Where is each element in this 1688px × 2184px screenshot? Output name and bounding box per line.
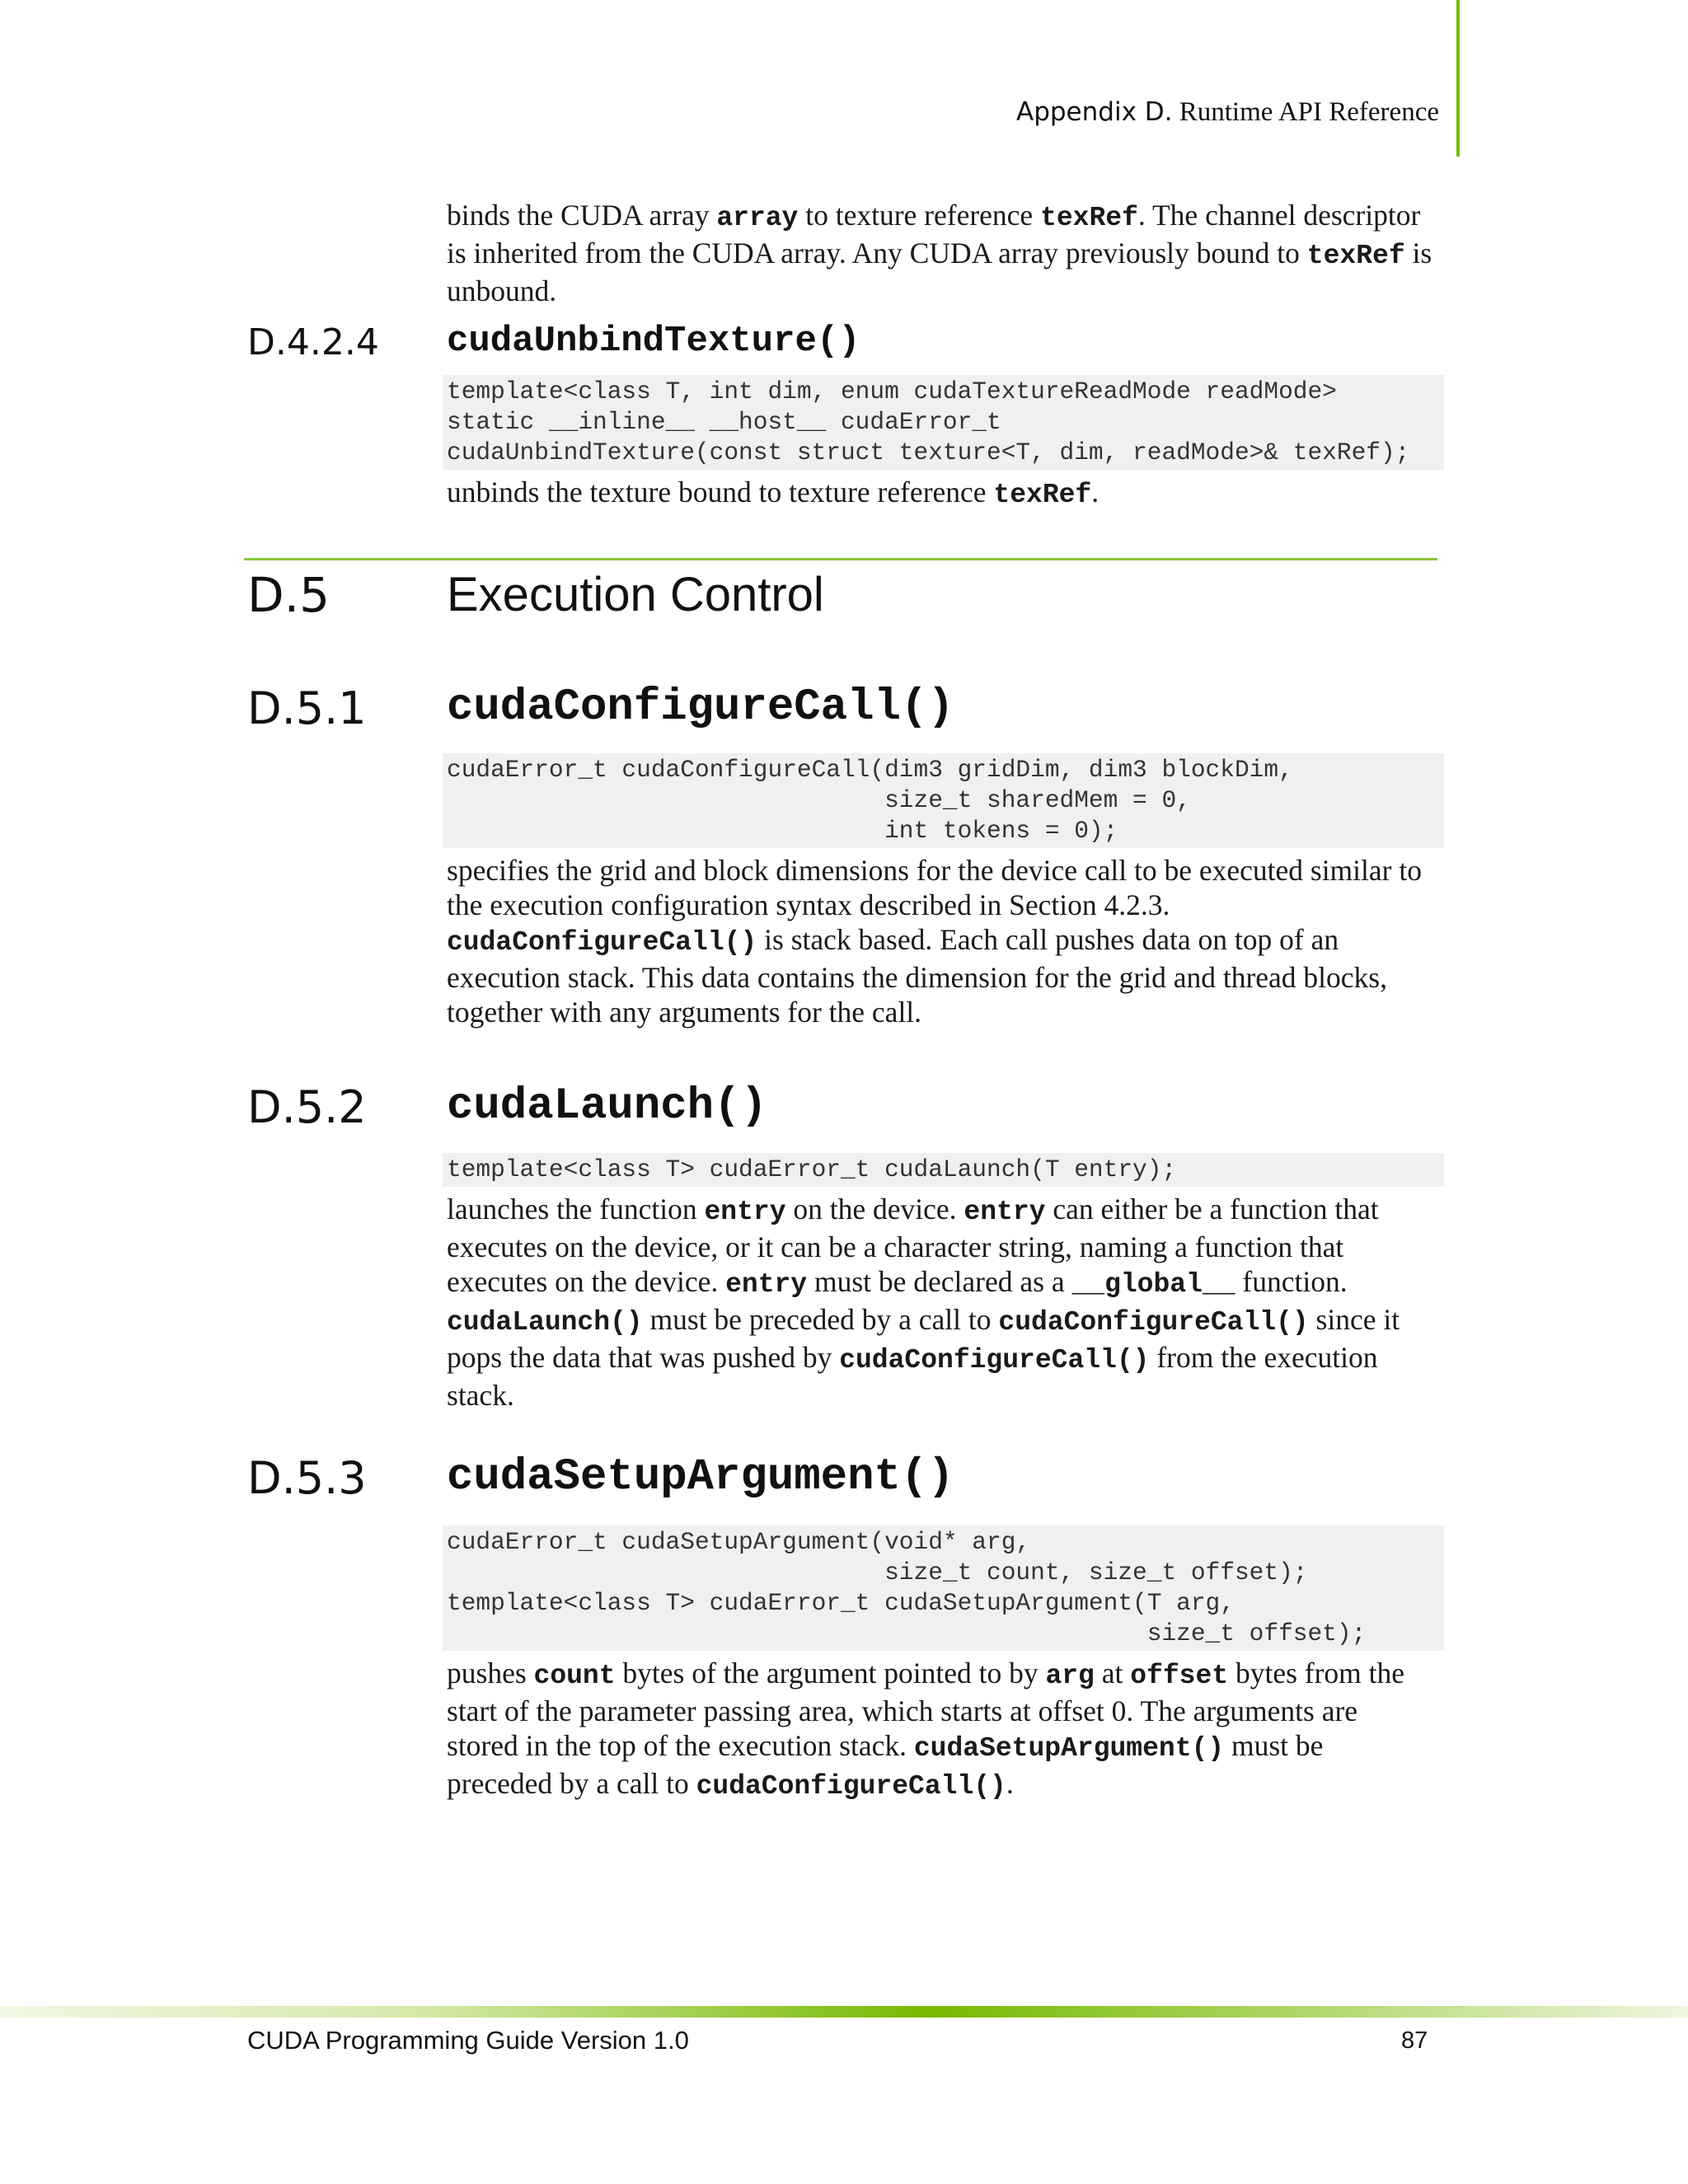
- section-divider: [244, 558, 1437, 560]
- code-block: cudaError_t cudaConfigureCall(dim3 gridDim, dim3 blockDim, size_t sharedMem = 0, int tokens = 0);: [443, 753, 1444, 848]
- code-term: entry: [964, 1197, 1046, 1227]
- code-term: offset: [1130, 1661, 1229, 1691]
- page-number: 87: [1401, 2027, 1428, 2054]
- code-term: texRef: [993, 480, 1092, 510]
- code-term: array: [716, 203, 799, 233]
- code-term: cudaConfigureCall(): [839, 1345, 1150, 1376]
- description-paragraph: [447, 853, 1436, 1029]
- intro-paragraph: [447, 198, 1436, 308]
- text: launches the function: [447, 1193, 705, 1226]
- text: binds the CUDA array: [447, 199, 717, 232]
- section-title: cudaConfigureCall(): [447, 682, 954, 733]
- code-term: cudaConfigureCall(): [998, 1307, 1309, 1338]
- section-number: D.5.1: [247, 682, 367, 734]
- section-title: cudaUnbindTexture(): [447, 321, 860, 362]
- code-term: cudaConfigureCall(): [696, 1771, 1006, 1802]
- text: is stack based. Each call pushes data on top of an execution stack. This data contains the dimension for the grid and thread blocks, together with any arguments for the call.: [447, 923, 1387, 1029]
- code-term: cudaConfigureCall(): [447, 927, 757, 958]
- code-term: entry: [704, 1197, 786, 1227]
- text: must be preceded by a call to: [642, 1303, 999, 1336]
- text: . The channel descriptor is inherited from the CUDA array. Any CUDA array previously bound to: [447, 199, 1421, 269]
- description-paragraph: [447, 475, 1436, 513]
- text: to texture reference: [798, 199, 1041, 232]
- description-paragraph: [447, 1192, 1436, 1413]
- code-term: texRef: [1306, 241, 1405, 271]
- text: can either be a function that executes on the device, or it can be a character string, naming a function that executes on the device.: [447, 1193, 1379, 1298]
- code-term: arg: [1045, 1661, 1095, 1691]
- text: must be declared as a: [807, 1265, 1072, 1298]
- text: since it pops the data that was pushed by: [447, 1303, 1400, 1374]
- text: function.: [1235, 1265, 1348, 1298]
- code-term: entry: [725, 1269, 808, 1300]
- text: .: [1091, 476, 1100, 509]
- code-term: count: [533, 1661, 616, 1691]
- text: bytes of the argument pointed to by: [615, 1657, 1046, 1690]
- code-block: template<class T, int dim, enum cudaTextureReadMode readMode> static __inline__ __host__ cudaError_t cudaUnbindTexture(const struct texture<T, dim, readMode>& texRef);: [443, 375, 1444, 470]
- footer-bar: [0, 2006, 1688, 2018]
- code-block: template<class T> cudaError_t cudaLaunch(T entry);: [443, 1153, 1444, 1187]
- text: unbinds the texture bound to texture reference: [447, 476, 994, 509]
- text: pushes: [447, 1657, 534, 1690]
- code-term: texRef: [1040, 203, 1138, 233]
- header-title: Runtime API Reference: [1179, 97, 1439, 127]
- code-term: __global__: [1071, 1269, 1236, 1300]
- text: specifies the grid and block dimensions for the device call to be executed similar to the execution configuration syntax described in Section 4.2.3.: [447, 854, 1422, 921]
- text: .: [1006, 1767, 1014, 1800]
- text: is unbound.: [447, 237, 1432, 307]
- text: from the execution stack.: [447, 1341, 1378, 1412]
- section-number: D.5.3: [247, 1452, 367, 1504]
- section-title: cudaLaunch(): [447, 1081, 767, 1132]
- text: must be preceded by a call to: [447, 1729, 1324, 1800]
- text: at: [1094, 1657, 1131, 1690]
- code-term: cudaSetupArgument(): [913, 1733, 1225, 1764]
- code-term: cudaLaunch(): [447, 1307, 643, 1338]
- section-number: D.4.2.4: [247, 321, 379, 363]
- description-paragraph: [447, 1656, 1436, 1804]
- code-block: cudaError_t cudaSetupArgument(void* arg, size_t count, size_t offset); template<class T> cudaError_t cudaSetupArgument(T arg, size_t offset);: [443, 1526, 1444, 1651]
- text: on the device.: [785, 1193, 964, 1226]
- section-title: Execution Control: [447, 568, 824, 621]
- running-header: [1016, 97, 1439, 128]
- header-accent-line: [1456, 0, 1460, 157]
- header-prefix: Appendix D.: [1016, 97, 1173, 127]
- section-number: D.5.2: [247, 1081, 367, 1133]
- text: bytes from the start of the parameter passing area, which starts at offset 0. The arguments are stored in the top of the execution stack.: [447, 1657, 1405, 1762]
- footer-title: CUDA Programming Guide Version 1.0: [247, 2026, 689, 2055]
- section-title: cudaSetupArgument(): [447, 1452, 954, 1502]
- section-number: D.5: [247, 567, 330, 623]
